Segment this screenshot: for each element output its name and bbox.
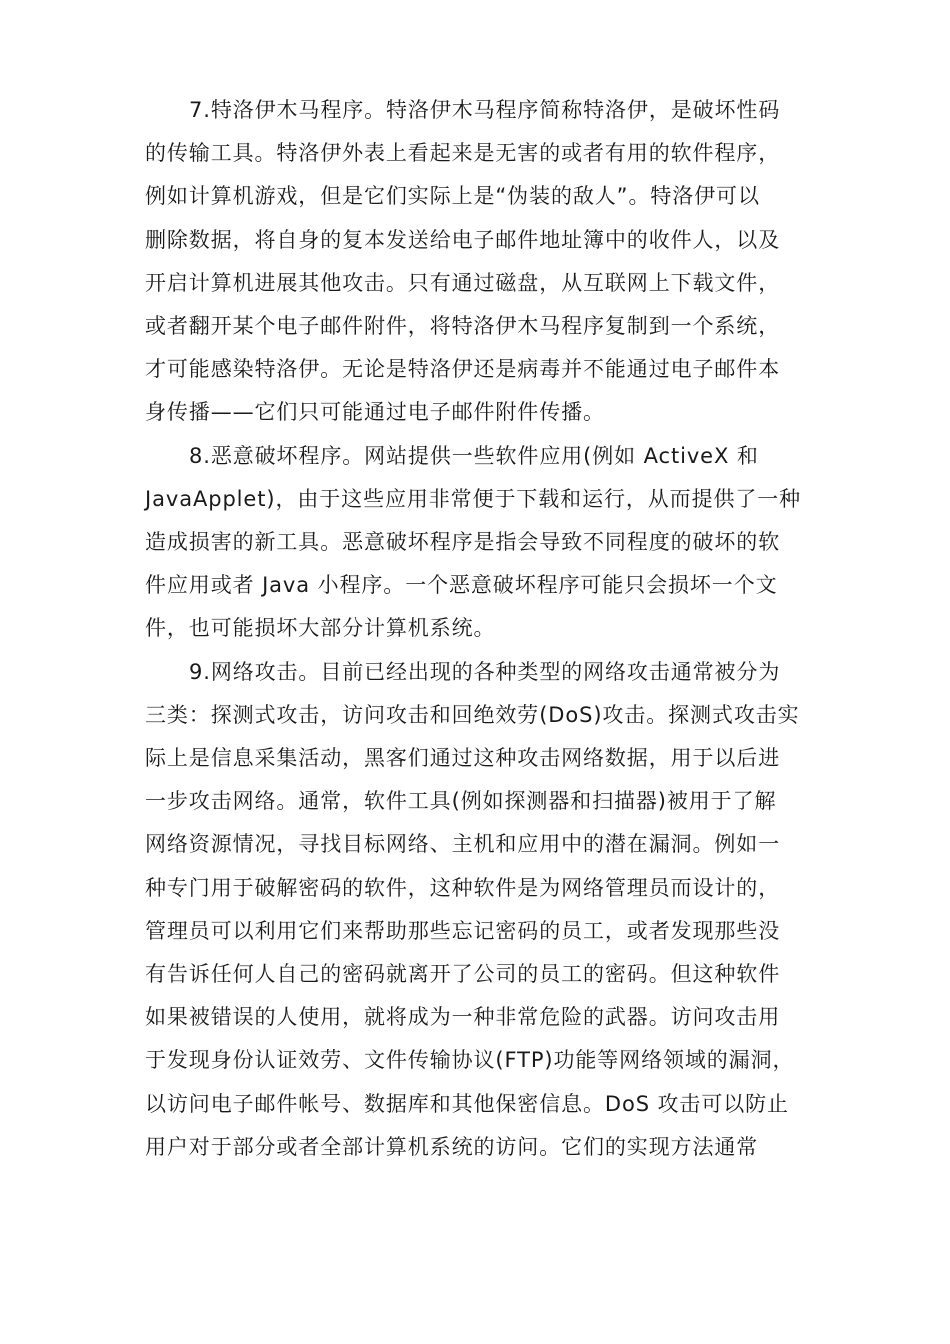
document-body — [145, 89, 805, 1169]
text-line: 如果被错误的人使用，就将成为一种非常危险的武器。访问攻击用 — [145, 1005, 781, 1030]
text-line: 9.网络攻击。目前已经出现的各种类型的网络攻击通常被分为 — [189, 659, 781, 684]
text-line: 种专门用于破解密码的软件，这种软件是为网络管理员而设计的， — [145, 875, 781, 900]
text-line: 8.恶意破坏程序。网站提供一些软件应用(例如 ActiveX 和 — [189, 443, 759, 468]
text-line: 的传输工具。特洛伊外表上看起来是无害的或者有用的软件程序， — [145, 141, 781, 166]
text-line: 以访问电子邮件帐号、数据库和其他保密信息。DoS 攻击可以防止 — [145, 1091, 789, 1116]
text-line: 际上是信息采集活动，黑客们通过这种攻击网络数据，用于以后进 — [145, 746, 781, 771]
paragraph-malicious-program — [145, 435, 805, 651]
text-line: 删除数据，将自身的复本发送给电子邮件地址簿中的收件人，以及 — [145, 227, 781, 252]
text-line: 网络资源情况，寻找目标网络、主机和应用中的潜在漏洞。例如一 — [145, 832, 781, 857]
text-line: 三类：探测式攻击，访问攻击和回绝效劳(DoS)攻击。探测式攻击实 — [145, 702, 800, 727]
text-line: 于发现身份认证效劳、文件传输协议(FTP)功能等网络领域的漏洞， — [145, 1048, 795, 1073]
text-line: 有告诉任何人自己的密码就离开了公司的员工的密码。但这种软件 — [145, 962, 781, 987]
text-line: 例如计算机游戏，但是它们实际上是“伪装的敌人”。特洛伊可以 — [145, 184, 760, 209]
paragraph-network-attack — [145, 651, 805, 1169]
paragraph-trojan — [145, 89, 805, 435]
text-line: 身传播——它们只可能通过电子邮件附件传播。 — [145, 400, 605, 425]
text-line: 开启计算机进展其他攻击。只有通过磁盘，从互联网上下载文件， — [145, 270, 781, 295]
text-line: 用户对于部分或者全部计算机系统的访问。它们的实现方法通常 — [145, 1134, 759, 1159]
text-line: 造成损害的新工具。恶意破坏程序是指会导致不同程度的破坏的软 — [145, 530, 781, 555]
text-line: 或者翻开某个电子邮件附件，将特洛伊木马程序复制到一个系统， — [145, 314, 781, 339]
text-line: 件应用或者 Java 小程序。一个恶意破坏程序可能只会损坏一个文 — [145, 573, 778, 598]
text-line: 一步攻击网络。通常，软件工具(例如探测器和扫描器)被用于了解 — [145, 789, 777, 814]
text-line: 7.特洛伊木马程序。特洛伊木马程序简称特洛伊，是破坏性码 — [189, 98, 781, 122]
text-line: 管理员可以利用它们来帮助那些忘记密码的员工，或者发现那些没 — [145, 918, 781, 943]
text-line: 件，也可能损坏大部分计算机系统。 — [145, 616, 496, 641]
text-line: 才可能感染特洛伊。无论是特洛伊还是病毒并不能通过电子邮件本 — [145, 357, 781, 382]
text-line: JavaApplet)，由于这些应用非常便于下载和运行，从而提供了一种 — [145, 486, 802, 511]
